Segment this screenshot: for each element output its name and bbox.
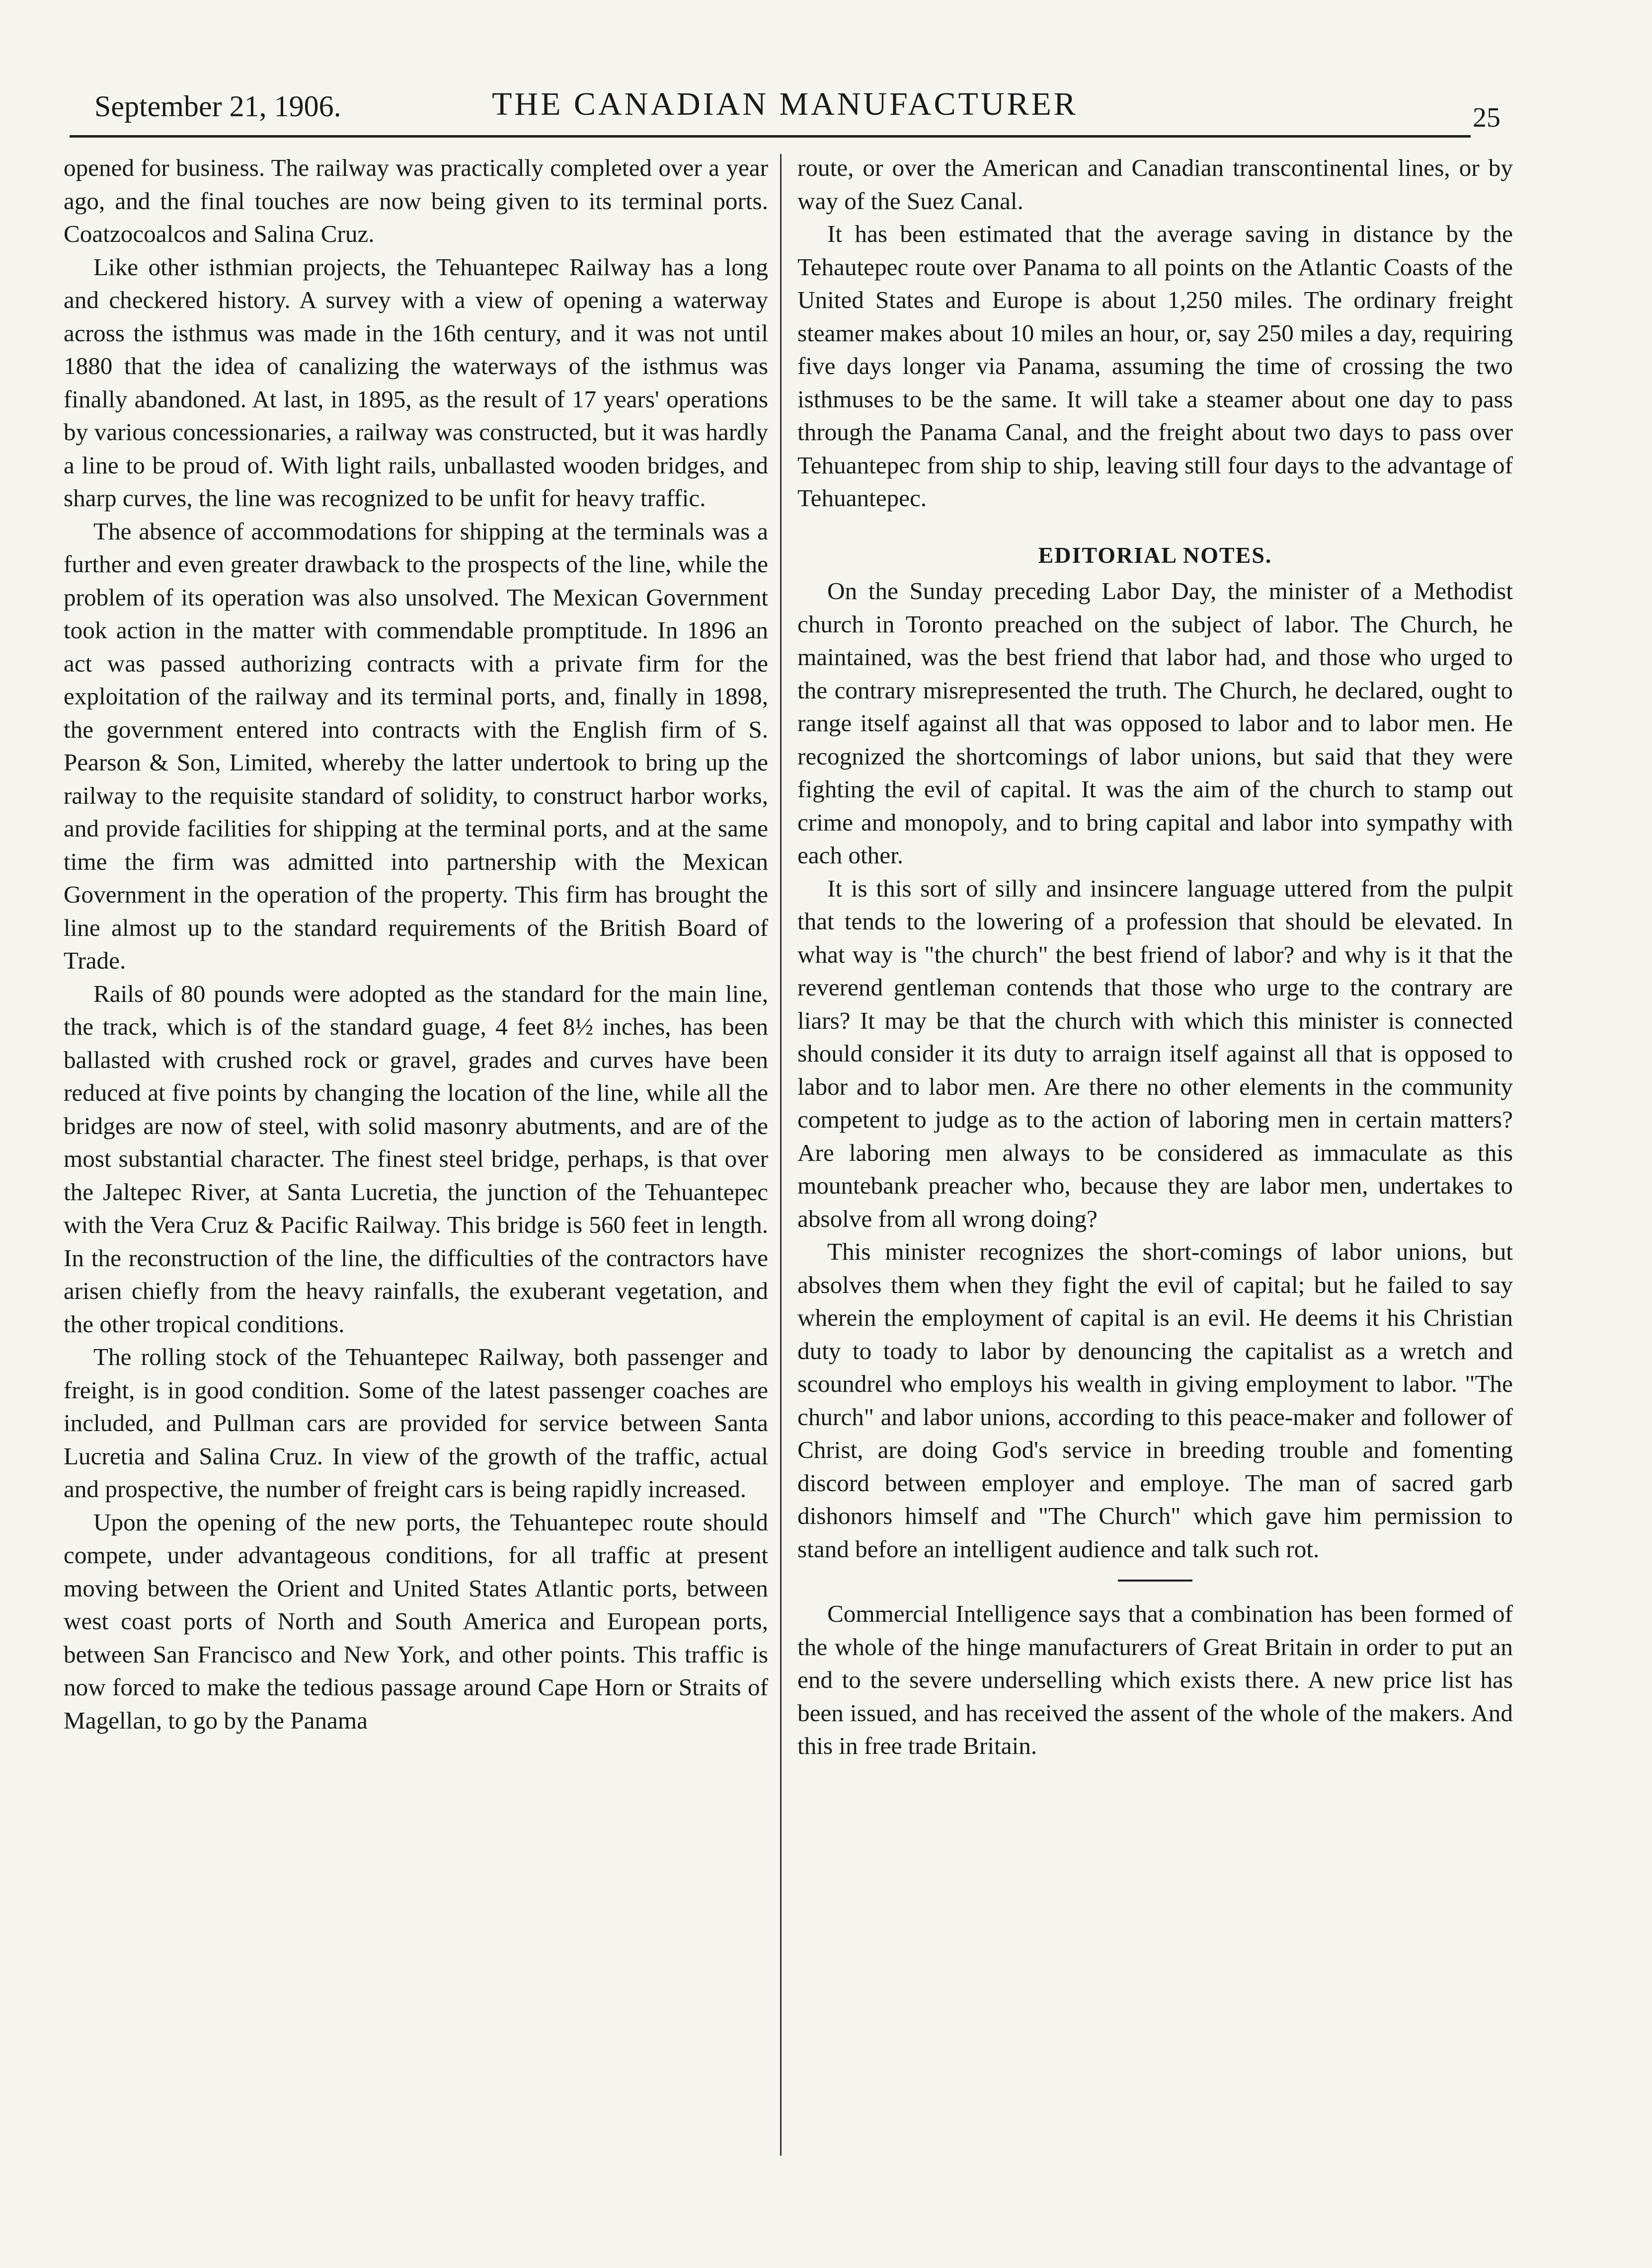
paragraph: The absence of accommodations for shipping at the terminals was a further and even greater drawback to the prospects of the line, while the problem of its operation was also unsolved. The Mexican Government took action in the matter with commendable promptitude. In 1896 an act was passed authorizing contracts with a private firm for the exploitation of the railway and its terminal ports, and, finally in 1898, the government entered into contracts with the English firm of S. Pearson & Son, Limited, whereby the latter undertook to bring up the railway to the requisite standard of solidity, to construct harbor works, and provide facilities for shipping at the terminal ports, and at the same time the firm was admitted into partnership with the Mexican Government in the operation of the property. This firm has brought the line almost up to the standard requirements of the British Board of Trade. xyxy=(64,517,768,974)
paragraph: Commercial Intelligence says that a combination has been formed of the whole of the hinge manufacturers of Great Britain in order to put an end to the severe underselling which exists there. A new price list has been issued, and has received the assent of the whole of the makers. And this in free trade Britain. xyxy=(797,1600,1513,1759)
page-header xyxy=(70,75,1500,134)
column-divider xyxy=(780,154,782,2156)
paragraph: It has been estimated that the average saving in distance by the Tehautepec route over Panama to all points on the Atlantic Coasts of the United States and Europe is about 1,250 miles. The ordinary freight steamer makes about 10 miles an hour, or, say 250 miles a day, requiring five days longer via Panama, assuming the time of crossing the two isthmuses to be the same. It will take a steamer about one day to pass through the Panama Canal, and the freight about two days to pass over Tehuantepec from ship to ship, leaving still four days to the advantage of Tehuantepec. xyxy=(797,220,1513,512)
paragraph: Upon the opening of the new ports, the Tehuantepec route should compete, under advantageous conditions, for all traffic at present moving between the Orient and United States Atlantic ports, between west coast ports of North and South America and European ports, between San Francisco and New York, and other points. This traffic is now forced to make the tedious passage around Cape Horn or Straits of Magellan, to go by the Panama xyxy=(64,1508,768,1734)
paragraph: It is this sort of silly and insincere language uttered from the pulpit that tends to the lowering of a profession that should be elevated. In what way is "the church" the best friend of labor? and why is it that the reverend gentleman contends that those who urge to the contrary are liars? It may be that the church with which this minister is connected should consider it its duty to arraign itself against all that is opposed to labor and to labor men. Are there no other elements in the community competent to judge as to the action of laboring men in certain matters? Are laboring men always to be considered as immaculate as this mountebank preacher who, because they are labor men, undertakes to absolve from all wrong doing? xyxy=(797,874,1513,1232)
paragraph: Like other isthmian projects, the Tehuantepec Railway has a long and checkered history. A survey with a view of opening a waterway across the isthmus was made in the 16th century, and it was not until 1880 that the idea of canalizing the waterways of the isthmus was finally abandoned. At last, in 1895, as the result of 17 years' operations by various concessionaries, a railway was constructed, but it was hardly a line to be proud of. With light rails, unballasted wooden bridges, and sharp curves, the line was recognized to be unfit for heavy traffic. xyxy=(64,253,768,512)
header-rule xyxy=(70,135,1471,138)
paragraph: route, or over the American and Canadian transcontinental lines, or by way of the Suez Canal. xyxy=(797,154,1513,215)
paragraph: Rails of 80 pounds were adopted as the standard for the main line, the track, which is of the standard guage, 4 feet 8½ inches, has been ballasted with crushed rock or gravel, grades and curves have been reduced at five points by changing the location of the line, while all the bridges are now of steel, with solid masonry abutments, and are of the most substantial character. The finest steel bridge, perhaps, is that over the Jaltepec River, at Santa Lucretia, the junction of the Tehuantepec with the Vera Cruz & Pacific Railway. This bridge is 560 feet in length. In the reconstruction of the line, the difficulties of the contractors have arisen chiefly from the heavy rainfalls, the exuberant vegetation, and the other tropical conditions. xyxy=(64,980,768,1338)
page-number: 25 xyxy=(1473,102,1500,133)
paragraph: opened for business. The railway was practically completed over a year ago, and the final touches are now being given to its terminal ports. Coatzocoalcos and Salina Cruz. xyxy=(64,154,768,247)
left-column xyxy=(64,151,768,1737)
paragraph: The rolling stock of the Tehuantepec Railway, both passenger and freight, is in good condition. Some of the latest passenger coaches are included, and Pullman cars are provided for service between Santa Lucretia and Salina Cruz. In view of the growth of the traffic, actual and prospective, the number of freight cars is being rapidly increased. xyxy=(64,1343,768,1503)
section-rule xyxy=(1118,1580,1192,1582)
section-heading: EDITORIAL NOTES. xyxy=(1038,542,1272,568)
paragraph: This minister recognizes the short-comings of labor unions, but absolves them when they fight the evil of capital; but he failed to say wherein the employment of capital is an evil. He deems it his Christian duty to toady to labor by denouncing the capitalist as a wretch and scoundrel who employs his wealth in giving employment to labor. "The church" and labor unions, according to this peace-maker and follower of Christ, are doing God's service in breeding trouble and fomenting discord between employer and employe. The man of sacred garb dishonors himself and "The Church" which gave him permission to stand before an intelligent audience and talk such rot. xyxy=(797,1238,1513,1563)
right-column xyxy=(797,151,1513,1763)
issue-date: September 21, 1906. xyxy=(94,90,341,123)
paragraph: On the Sunday preceding Labor Day, the minister of a Methodist church in Toronto preached on the subject of labor. The Church, he maintained, was the best friend that labor had, and those who urged to the contrary misrepresented the truth. The Church, he declared, ought to range itself against all that was opposed to labor and to labor men. He recognized the shortcomings of labor unions, but said that they were fighting the evil of capital. It was the aim of the church to stamp out crime and monopoly, and to bring capital and labor into sympathy with each other. xyxy=(797,577,1513,869)
masthead: THE CANADIAN MANUFACTURER xyxy=(492,86,1078,122)
